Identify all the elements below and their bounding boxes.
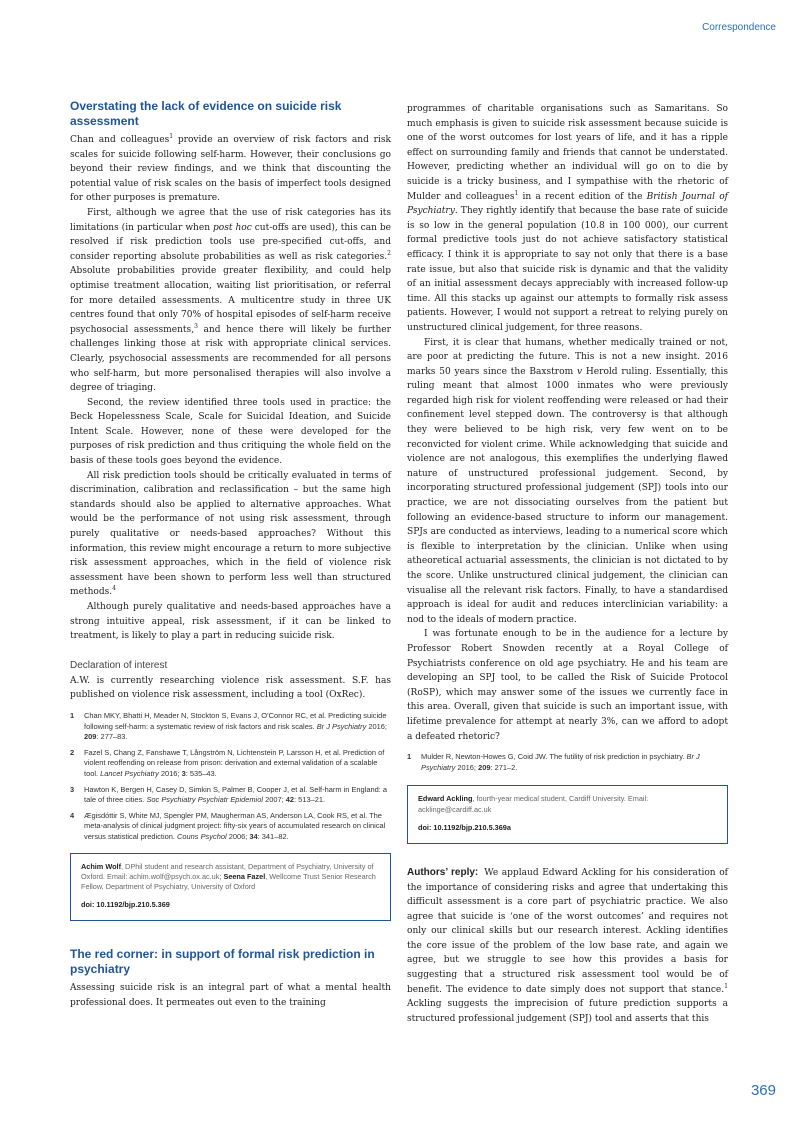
letter2-paragraph: I was fortunate enough to be in the audience for a lecture by Professor Robert Snowden recently at a Royal College of Psychiatrists conference on old age psychiatry. He and his team are developing an SPJ tool, to be called the Risk of Suicide Protocol (RoSP), which may answer some of the issues we currently face in this area. Overall, given that suicide is such an important issue, with lifetime prevalence for attempt at nearly 3%, can we afford to adopt a defeated rhetoric? — [407, 629, 728, 742]
declaration-heading: Declaration of interest — [70, 659, 168, 671]
letter1-title: Overstating the lack of evidence on suicide risk assessment — [70, 99, 342, 128]
reference-item: 1 Mulder R, Newton-Howes G, Coid JW. The futility of risk prediction in psychiatry. Br J Psychiatry 2016; 209: 271–2. — [407, 752, 700, 772]
letter1-references — [70, 711, 391, 843]
letter1-paragraph: Although purely qualitative and needs-based approaches have a strong intuitive appeal, risk assessment, if it can be linked to treatment, is likely to play a part in reducing suicide risk. — [70, 602, 391, 642]
letter2-paragraph: First, it is clear that humans, whether medically trained or not, are poor at predicting the future. This is not a new insight. 2016 marks 50 years since the Baxstrom v Herold ruling. Essentially, this ruling meant that almost 1000 inmates who were previously regarded high risk for violent reoffending were released or had their confinement level stepped down. The controversy is that although they were believed to be high risk, very few went on to be reconvicted for violent crime. While acknowledging that suicide and violence are not analogous, this exemplifies the underlying flawed nature of unstructured professional judgement. Second, by incorporating structured professional judgement (SPJ) tools into our practice, we are not dissociating ourselves from the patient but following an evidence-based structure to inform our management. SPJs are conducted as interviews, leading to a numerical score which is flexible to interpretation by the clinician. Unlike when using atheoretical actuarial assessments, the clinician is not dictated to by the score. Unlike unstructured clinical judgement, the clinician can visualise all the relevant risk factors. Finally, to have a standardised approach is ideal for audit and reduces interclinician variability: a nod to the ideals of modern practice. — [407, 337, 729, 625]
author-box — [407, 785, 728, 844]
left-column — [70, 99, 391, 1011]
authors-reply: Authors’ reply: We applaud Edward Ackling for his consideration of the importance of considering risks and agree that undertaking this difficult assessment is a core part of psychiatric practice. We also agree that suicide is ‘one of the worst outcomes’ and requires not only our clinical skills but our research interest. Ackling identifies the core issue of the problem of the low base rate, and again we agree, but we struggle to see how this provides a basis for suggesting that a structured risk assessment tool would be of benefit. The evidence to date simply does not support that stance.$^1$ Ackling suggests the imprecision of future prediction supports a structured professional judgement (SPJ) tool and asserts that this — [407, 866, 728, 1024]
letter2-paragraph: programmes of charitable organisations such as Samaritans. So much emphasis is given to suicide risk assessment because suicide is one of the worst outcomes for lost years of life, and it has a ripple effect on surrounding family and friends that cannot be understated. However, predicting whether an individual will go on to die by suicide is a tricky business, and I sympathise with the rhetoric of Mulder and colleagues$^1$ in a recent edition of the British Journal of Psychiatry. They rightly identify that because the base rate of suicide is so low in the general population (10.8 in 100 000), our current formal predictive tools just do not achieve satisfactory statistical efficacy. I think it is appropriate to say not only that there is a base rate issue, but also that suicide risk is dynamic and that the validity of an initial assessment decays appreciably with increased follow-up time. All this stacks up against our attempts to formally risk assess patients. However, I would not support a retreat to relying purely on unstructured clinical judgement, for three reasons. — [407, 104, 728, 333]
letter1-paragraph: First, although we agree that the use of risk categories has its limitations (in particular when post hoc cut-offs are used), this can be resolved if risk prediction tools use pre-specified cut-offs, and consider reporting absolute probabilities as well as risk categories.$^2$ Absolute probabilities provide greater flexibility, and could help optimise treatment allocation, waiting list prioritisation, or referral for more detailed assessments. A multicentre study in three UK centres found that only 70% of hospital episodes of self-harm receive psychosocial assessments,$^3$ and hence there will likely be further challenges linking those at risk with appropriate clinical services. Clearly, psychosocial assessments are recommended for all persons who self-harm, but more personalised therapies will also involve a degree of triaging. — [70, 207, 392, 394]
author-affiliation: Achim Wolf, DPhil student and research assistant, Department of Psychiatry, University of Oxford. Email: achim.wolf@psych.ox.ac.uk; Seena Fazel, Wellcome Trust Senior Research Fellow, Department of Psychiatry, University of Oxford — [81, 861, 376, 891]
section-header: Correspondence — [702, 22, 776, 33]
letter2-title: The red corner: in support of formal risk prediction in psychiatry — [70, 947, 375, 977]
doi-link[interactable]: doi: 10.1192/bjp.210.5.369 — [81, 900, 170, 910]
reference-item: 3 Hawton K, Bergen H, Casey D, Simkin S, Palmer B, Cooper J, et al. Self-harm in England: a tale of three cities. Soc Psychiatry Psychiatr Epidemiol 2007; 42: 513–21. — [70, 784, 388, 805]
page-number: 369 — [750, 1082, 776, 1099]
reference-item: 1 Chan MKY, Bhatti H, Meader N, Stockton S, Evans J, O’Connor RC, et al. Predicting suicide following self-harm: a systematic review of risk factors and risk scales. Br J Psychiatry 2016; 209: 277–83. — [70, 710, 387, 742]
doi-link[interactable]: doi: 10.1192/bjp.210.5.369a — [418, 822, 511, 832]
reference-item: 2 Fazel S, Chang Z, Fanshawe T, Långström N, Lichtenstein P, Larsson H, et al. Prediction of violent reoffending on release from prison: derivation and external validation of a scalable tool. Lancet Psychiatry 2016; 3: 535–43. — [70, 747, 385, 778]
author-box — [70, 853, 391, 922]
authors-reply-label: Authors’ reply: — [407, 866, 479, 878]
letter2-body — [407, 102, 728, 744]
letter2-intro: Assessing suicide risk is an integral part of what a mental health professional does. It permeates out even to the training — [70, 983, 391, 1008]
letter1-body — [70, 133, 391, 644]
letter1-paragraph: Second, the review identified three tools used in practice: the Beck Hopelessness Scale, Scale for Suicidal Ideation, and Suicide Intent Scale. However, none of these were developed for the purposes of risk prediction and thus critiquing the whole field on the basis of these tools goes beyond the evidence. — [70, 397, 391, 467]
letter1-paragraph: Chan and colleagues$^1$ provide an overview of risk factors and risk scales for suicide following self-harm. However, their conclusions go beyond their review findings, and we think that discounting the potential value of risk scales on the basis of imperfect tools designed for other purposes is premature. — [70, 132, 391, 204]
author-affiliation: Edward Ackling, fourth-year medical student, Cardiff University. Email: acklinge@cardiff.ac.uk — [418, 794, 649, 814]
declaration-text: A.W. is currently researching violence risk assessment. S.F. has published on violence risk assessment, including a tool (OxRec). — [70, 675, 391, 701]
reference-item: 4 Ægisdóttir S, White MJ, Spengler PM, Maugherman AS, Anderson LA, Cook RS, et al. The meta-analysis of clinical judgment project: fifty-six years of accumulated research on clinical versus statistical prediction. Couns Psychol 2006; 34: 341–82. — [70, 810, 386, 841]
letter2-references — [407, 752, 728, 773]
letter1-paragraph: All risk prediction tools should be critically evaluated in terms of discrimination, calibration and reclassification – but the same high standards should also be applied to alternative approaches. What would be the performance of not using risk assessment, through purely qualitative or needs-based approaches? Without this information, this review might encourage a return to more subjective risk assessment approaches, which in the field of violence risk assessment have been shown to perform less well than structured methods.$^4$ — [70, 470, 391, 598]
right-column — [407, 102, 728, 1026]
